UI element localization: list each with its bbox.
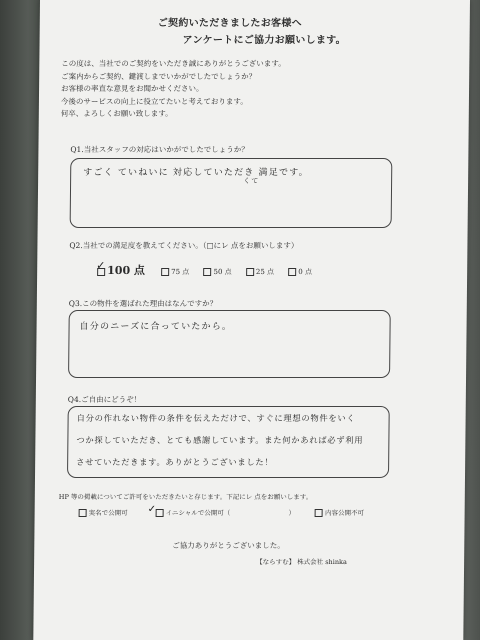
- hp-option-private[interactable]: 内容公開不可: [315, 509, 364, 517]
- checkbox[interactable]: [246, 268, 254, 276]
- hp-initials-close: ）: [288, 509, 296, 517]
- checkbox[interactable]: [315, 509, 323, 517]
- q4-answer-box[interactable]: [67, 406, 390, 478]
- q4-label: Q4.ご自由にどうぞ！: [67, 395, 142, 404]
- q4-answer-line: つか探していただき、とても感謝しています。また何かあれば必ず利用: [76, 435, 364, 445]
- hp-option-real-name[interactable]: 実名で公開可: [79, 509, 130, 517]
- q2-option-100[interactable]: 100 点: [97, 268, 147, 276]
- checkbox[interactable]: [204, 268, 212, 276]
- q2-option-0[interactable]: 0 点: [288, 268, 312, 276]
- q3-label: Q3.この物件を選ばれた理由はなんですか？: [68, 299, 218, 308]
- q2-options: [97, 262, 312, 278]
- q4-answer: [76, 407, 364, 473]
- title-line-1: ご契約いただきましたお客様へ: [157, 18, 303, 29]
- checkbox[interactable]: [156, 509, 164, 517]
- q1-answer-box[interactable]: [70, 158, 393, 228]
- q2-option-25[interactable]: 25 点: [246, 268, 276, 276]
- checkbox[interactable]: [79, 509, 87, 517]
- checkmark-icon: ✓: [147, 504, 157, 515]
- q2-option-75[interactable]: 75 点: [161, 268, 191, 276]
- q4-answer-line: させていただきます。ありがとうございました！: [76, 457, 274, 467]
- title-line-2: アンケートにご協力お願いします。: [182, 35, 347, 46]
- survey-sheet: [33, 0, 470, 640]
- q3-answer: 自分のニーズに合っていたから。: [79, 322, 233, 332]
- intro-line: 何卒、よろしくお願い致します。: [60, 109, 173, 118]
- checkbox[interactable]: [288, 268, 296, 276]
- q2-option-50[interactable]: 50 点: [204, 268, 234, 276]
- q1-answer: すごく ていねいに 対応していただき 満足です。: [83, 168, 309, 178]
- q2-label: Q2.当社での満足度を教えてください。（□にレ 点をお願いします）: [69, 241, 299, 250]
- q1-correction: くて: [243, 177, 260, 185]
- hp-label: HP 等の掲載についてご許可をいただきたいと存じます。下記にレ 点をお願いします。: [58, 493, 313, 501]
- hp-option-initials[interactable]: イニシャルで公開可（: [156, 509, 233, 517]
- q3-answer-box[interactable]: [68, 310, 391, 378]
- q1-label: Q1.当社スタッフの対応はいかがでしたでしょうか？: [70, 145, 249, 154]
- intro-line: この度は、当社でのご契約をいただき誠にありがとうございます。: [61, 59, 286, 68]
- checkbox[interactable]: [161, 268, 169, 276]
- company-signature: 【ならすむ】 株式会社 shinka: [256, 558, 347, 566]
- hp-options: [79, 508, 365, 517]
- intro-line: 今後のサービスの向上に役立てたいと考えております。: [60, 96, 248, 106]
- checkmark-icon: ✓: [96, 259, 106, 272]
- closing-thanks: ご協力ありがとうございました。: [172, 541, 285, 550]
- intro-line: ご案内からご契約、鍵渡しまでいかがでしたでしょうか？: [61, 71, 257, 81]
- q4-answer-line: 自分の作れない物件の条件を伝えただけで、すぐに理想の物件をいく: [76, 413, 356, 423]
- intro-line: お客様の率直な意見をお聞かせください。: [61, 84, 204, 93]
- intro-text: [61, 58, 286, 121]
